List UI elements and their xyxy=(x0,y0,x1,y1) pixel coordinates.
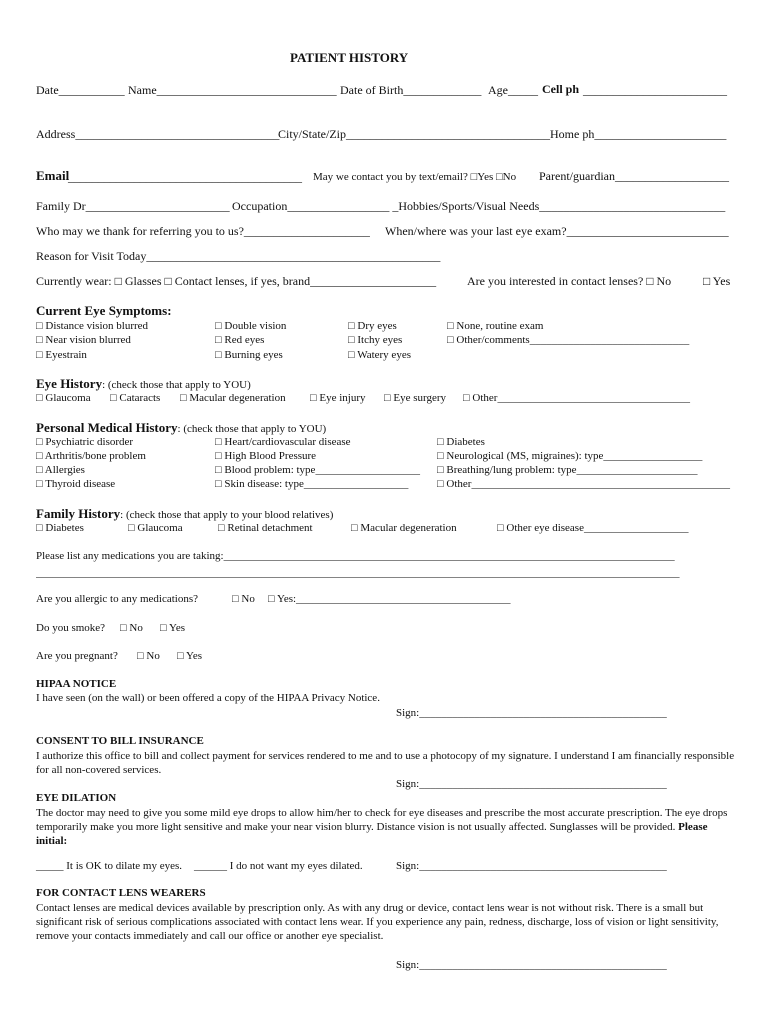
dilation-heading: EYE DILATION xyxy=(36,792,117,804)
medical-checkbox[interactable]: □ Psychiatric disorder xyxy=(36,436,134,448)
age-field[interactable]: Age_____ xyxy=(488,83,538,97)
eye-history-checkbox[interactable]: □ Macular degeneration xyxy=(180,392,286,404)
medical-checkbox[interactable]: □ Diabetes xyxy=(437,436,485,448)
occupation-hobbies-field[interactable]: Occupation_________________ _Hobbies/Sports/Visual Needs_______________________________ xyxy=(232,199,726,213)
smoke-yes-checkbox[interactable]: □ Yes xyxy=(160,622,185,634)
medical-checkbox[interactable]: □ Breathing/lung problem: type______________________ xyxy=(437,464,698,476)
dob-field[interactable]: Date of Birth_____________ xyxy=(340,83,482,97)
pregnant-yes-checkbox[interactable]: □ Yes xyxy=(177,650,202,662)
pregnant-no-checkbox[interactable]: □ No xyxy=(137,650,160,662)
eye-history-checkbox[interactable]: □ Eye surgery xyxy=(384,392,447,404)
cell-phone-label: Cell ph xyxy=(542,82,580,96)
medical-checkbox[interactable]: □ Allergies xyxy=(36,464,85,476)
consent-signature-field[interactable]: Sign:_____________________________________________ xyxy=(396,778,667,790)
eye-history-other-field[interactable]: □ Other___________________________________ xyxy=(463,392,690,404)
symptom-checkbox[interactable]: □ Double vision xyxy=(215,320,287,332)
medical-history-note: : (check those that apply to YOU) xyxy=(177,423,327,435)
page-title: PATIENT HISTORY xyxy=(290,50,409,65)
medications-field[interactable]: Please list any medications you are taking:__________________________________________________________________________________ xyxy=(36,550,675,562)
consent-heading: CONSENT TO BILL INSURANCE xyxy=(36,735,204,747)
reason-for-visit-field[interactable]: Reason for Visit Today_________________________________________________ xyxy=(36,249,441,263)
eye-history-checkbox[interactable]: □ Cataracts xyxy=(110,392,161,404)
symptom-checkbox[interactable]: □ None, routine exam xyxy=(447,320,544,332)
home-phone-field[interactable]: Home ph______________________ xyxy=(550,127,727,141)
address-field[interactable]: Address__________________________________ xyxy=(36,127,280,141)
dilation-initial-label: Please initial: xyxy=(36,821,708,847)
medications-field-line2[interactable]: _____________________________________________________________________________________________________________________ xyxy=(36,567,680,579)
medical-checkbox[interactable]: □ Thyroid disease xyxy=(36,478,116,490)
family-history-checkbox[interactable]: □ Retinal detachment xyxy=(218,522,313,534)
contact-lens-text: Contact lenses are medical devices available by prescription only. As with any drug or device, contact lens wear is not without risk. There is a small but significant risk of serious complications associated with contact lens wear. If you experience any pain, redness, discharge, loss of vision or light sensitivity, remove your contacts immediately and call our office or another eye specialist. xyxy=(36,902,719,942)
symptom-checkbox[interactable]: □ Distance vision blurred xyxy=(36,320,149,332)
name-field[interactable]: Name______________________________ xyxy=(128,83,337,97)
dilation-ok-initial-field[interactable]: _____ It is OK to dilate my eyes. xyxy=(36,860,183,872)
symptom-checkbox[interactable]: □ Burning eyes xyxy=(215,349,283,361)
eye-history-title: Eye History xyxy=(36,376,103,391)
hipaa-text: I have seen (on the wall) or been offered a copy of the HIPAA Privacy Notice. xyxy=(36,692,380,704)
email-label: Email xyxy=(36,168,70,183)
dilation-signature-field[interactable]: Sign:_____________________________________________ xyxy=(396,860,667,872)
family-history-note: : (check those that apply to your blood relatives) xyxy=(120,509,334,521)
family-doctor-field[interactable]: Family Dr________________________ xyxy=(36,199,230,213)
medical-checkbox[interactable]: □ Heart/cardiovascular disease xyxy=(215,436,351,448)
family-history-title: Family History xyxy=(36,506,121,521)
parent-guardian-field[interactable]: Parent/guardian___________________ xyxy=(539,169,729,183)
allergy-question: Are you allergic to any medications? xyxy=(36,593,198,605)
smoke-question: Do you smoke? xyxy=(36,622,106,634)
eye-history-note: : (check those that apply to YOU) xyxy=(102,379,251,391)
consent-text: I authorize this office to bill and collect payment for services rendered to me and to use a photocopy of my signature. I understand I am financially responsible for all non-covered services. xyxy=(36,750,735,776)
contact-lens-heading: FOR CONTACT LENS WEARERS xyxy=(36,887,206,899)
allergy-yes-field[interactable]: □ Yes:_______________________________________ xyxy=(268,593,511,605)
symptom-checkbox[interactable]: □ Watery eyes xyxy=(348,349,411,361)
contact-interest-no[interactable]: Are you interested in contact lenses? □ No xyxy=(467,274,672,288)
family-history-checkbox[interactable]: □ Glaucoma xyxy=(128,522,183,534)
allergy-no-checkbox[interactable]: □ No xyxy=(232,593,255,605)
contact-interest-yes[interactable]: □ Yes xyxy=(703,274,731,288)
dilation-body: The doctor may need to give you some mild eye drops to allow him/her to check for eye diseases and prescribe the most accurate prescription. The eye drops temporarily make you more light sensitive and make your near vision blurry. Distance vision is not usually affected. Sunglasses will be provided. xyxy=(36,807,728,833)
eye-history-heading xyxy=(36,376,251,392)
medical-other-field[interactable]: □ Other_______________________________________________ xyxy=(437,478,730,490)
eye-history-checkbox[interactable]: □ Glaucoma xyxy=(36,392,91,404)
symptom-checkbox[interactable]: □ Near vision blurred xyxy=(36,334,131,346)
dilation-decline-initial-field[interactable]: ______ I do not want my eyes dilated. xyxy=(194,860,363,872)
family-history-heading xyxy=(36,506,333,522)
medical-checkbox[interactable]: □ Skin disease: type___________________ xyxy=(215,478,409,490)
medical-checkbox[interactable]: □ Arthritis/bone problem xyxy=(36,450,146,462)
date-field[interactable]: Date___________ xyxy=(36,83,125,97)
symptom-other-field[interactable]: □ Other/comments_____________________________ xyxy=(447,334,690,346)
referral-field[interactable]: Who may we thank for referring you to us?_____________________ xyxy=(36,224,370,238)
symptom-checkbox[interactable]: □ Itchy eyes xyxy=(348,334,403,346)
symptom-checkbox[interactable]: □ Red eyes xyxy=(215,334,265,346)
family-history-other-field[interactable]: □ Other eye disease___________________ xyxy=(497,522,689,534)
symptoms-heading: Current Eye Symptoms: xyxy=(36,303,172,318)
family-history-checkbox[interactable]: □ Diabetes xyxy=(36,522,84,534)
contact-consent-checkboxes[interactable]: May we contact you by text/email? □Yes □No xyxy=(313,171,517,183)
symptom-checkbox[interactable]: □ Eyestrain xyxy=(36,349,87,361)
currently-wear-options[interactable]: Currently wear: □ Glasses □ Contact lenses, if yes, brand_____________________ xyxy=(36,274,437,288)
medical-history-title: Personal Medical History xyxy=(36,420,178,435)
hipaa-heading: HIPAA NOTICE xyxy=(36,678,117,690)
contact-lens-signature-field[interactable]: Sign:_____________________________________________ xyxy=(396,959,667,971)
last-exam-field[interactable]: When/where was your last eye exam?___________________________ xyxy=(385,224,729,238)
medical-checkbox[interactable]: □ Blood problem: type___________________ xyxy=(215,464,420,476)
city-state-zip-field[interactable]: City/State/Zip__________________________________ xyxy=(278,127,550,141)
symptom-checkbox[interactable]: □ Dry eyes xyxy=(348,320,397,332)
smoke-no-checkbox[interactable]: □ No xyxy=(120,622,143,634)
medical-checkbox[interactable]: □ High Blood Pressure xyxy=(215,450,317,462)
dilation-text xyxy=(36,806,736,848)
pregnant-question: Are you pregnant? xyxy=(36,650,118,662)
cell-phone-field[interactable]: ________________________ xyxy=(583,83,727,97)
medical-history-heading xyxy=(36,420,326,436)
eye-history-checkbox[interactable]: □ Eye injury xyxy=(310,392,366,404)
family-history-checkbox[interactable]: □ Macular degeneration xyxy=(351,522,457,534)
medical-checkbox[interactable]: □ Neurological (MS, migraines): type__________________ xyxy=(437,450,703,462)
email-field[interactable]: _______________________________________ xyxy=(68,170,302,184)
hipaa-signature-field[interactable]: Sign:_____________________________________________ xyxy=(396,707,667,719)
